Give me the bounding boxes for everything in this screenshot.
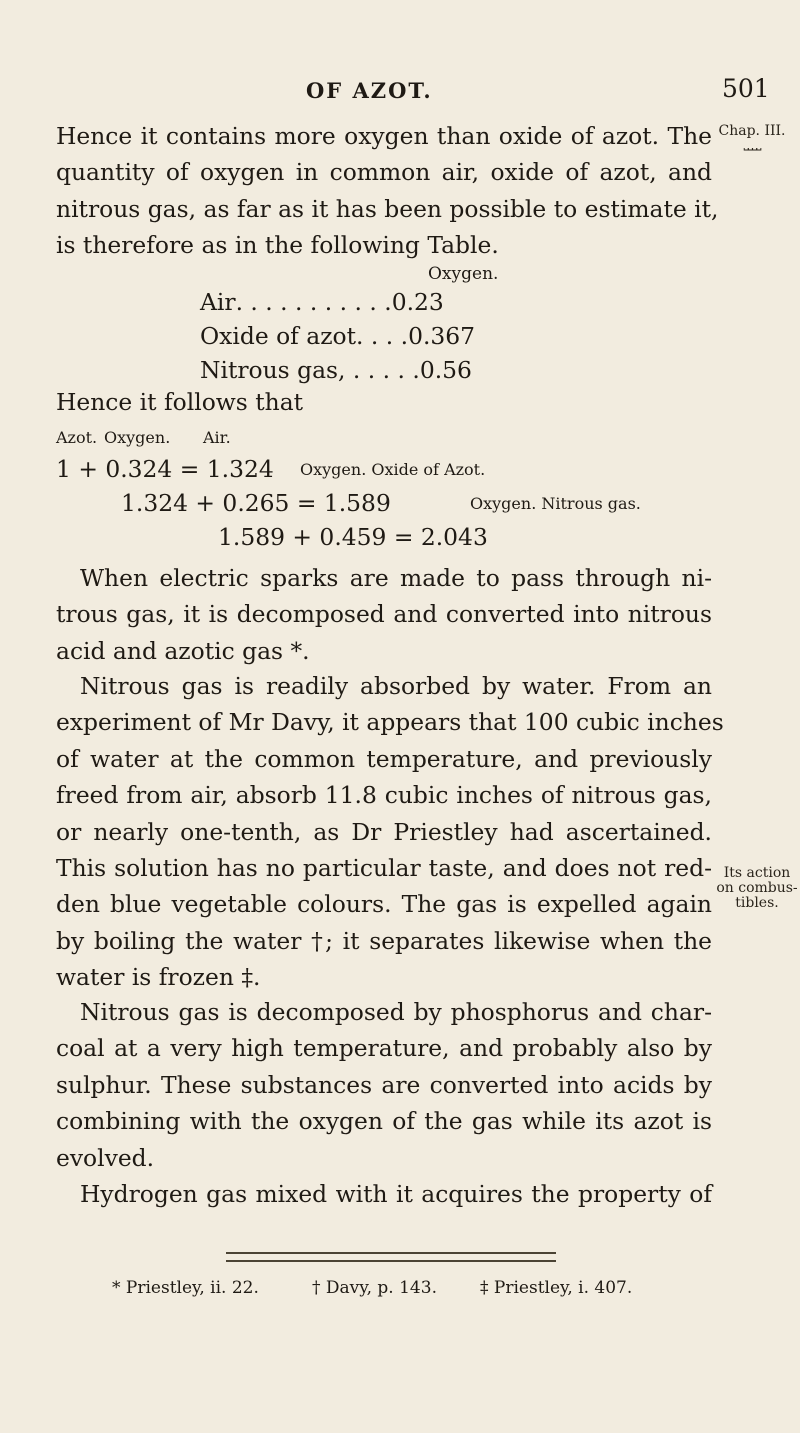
text-line: nitrous gas, as far as it has been possible to estimate it, <box>56 194 719 223</box>
table-row-name: Oxide of azot <box>200 322 357 350</box>
table-row-name: Air <box>200 288 236 316</box>
text-line: experiment of Mr Davy, it appears that 100 cubic inches <box>56 708 724 737</box>
equation-1-labels: Oxygen. Oxide of Azot. <box>300 460 486 479</box>
paragraph-hydrogen <box>56 1176 712 1212</box>
table-row-value: 0.367 <box>408 322 476 350</box>
equation-1: 1 + 0.324 = 1.324 <box>56 455 274 483</box>
text-line: When electric sparks are made to pass through ni- <box>80 564 712 592</box>
column-head-oxygen: Oxygen. <box>104 428 171 447</box>
chapter-margin-note <box>716 124 788 149</box>
paragraph-combustibles <box>56 994 712 1176</box>
action-margin-note <box>714 866 800 911</box>
table-row-leader: . . . . <box>356 322 409 350</box>
text-line: Hydrogen gas mixed with it acquires the property of <box>80 1180 712 1208</box>
footnote-star: * Priestley, ii. 22. <box>112 1278 259 1298</box>
text-line: sulphur. These substances are converted into acids by <box>56 1070 712 1099</box>
paragraph-absorption <box>56 668 724 996</box>
footnote-rule <box>226 1260 556 1262</box>
text-line: trous gas, it is decomposed and converted into nitrous <box>56 600 712 629</box>
footnote-double-dagger: ‡ Priestley, i. 407. <box>480 1278 633 1298</box>
text-line: freed from air, absorb 11.8 cubic inches of nitrous gas, <box>56 781 712 810</box>
text-line: of water at the common temperature, and previously <box>56 744 712 773</box>
table-row <box>200 288 444 320</box>
action-note-line: Its action <box>723 865 791 881</box>
footnote-rule <box>226 1252 556 1254</box>
text-line: acid and azotic gas *. <box>56 636 310 665</box>
table-row-name: Nitrous gas <box>200 356 339 384</box>
table-row <box>200 356 472 388</box>
footnotes <box>0 1278 800 1308</box>
text-line: Hence it contains more oxygen than oxide of azot. The <box>56 122 712 150</box>
text-line: This solution has no particular taste, and does not red- <box>56 853 712 882</box>
text-line: den blue vegetable colours. The gas is expelled again <box>56 890 712 919</box>
text-line: Nitrous gas is decomposed by phosphorus and char- <box>80 998 712 1026</box>
running-head <box>0 72 800 112</box>
text-line: coal at a very high temperature, and probably also by <box>56 1034 712 1063</box>
text-line: evolved. <box>56 1143 155 1172</box>
chapter-label: Chap. III. <box>718 123 786 139</box>
text-line: water is frozen ‡. <box>56 963 261 992</box>
table-row-value: 0.23 <box>391 288 444 316</box>
text-line: combining with the oxygen of the gas while its azot is <box>56 1107 712 1136</box>
text-line: by boiling the water †; it separates likewise when the <box>56 926 712 955</box>
paragraph-electric-sparks <box>56 560 712 669</box>
table-row-leader: . . . . . . . . . . . <box>235 288 392 316</box>
chapter-brace: ⎵⎵⎵⎵ <box>743 136 761 151</box>
action-note-line: on combus- <box>716 880 798 896</box>
footnote-dagger: † Davy, p. 143. <box>312 1278 437 1298</box>
text-line: is therefore as in the following Table. <box>56 231 499 260</box>
text-line: quantity of oxygen in common air, oxide of azot, and <box>56 158 712 187</box>
column-head-azot: Azot. <box>56 428 98 447</box>
table-row-leader: , . . . . . <box>338 356 420 384</box>
table-row <box>200 322 475 354</box>
equation-3: 1.589 + 0.459 = 2.043 <box>218 523 488 551</box>
equation-2-labels: Oxygen. Nitrous gas. <box>470 494 641 513</box>
running-title: OF AZOT. <box>306 78 433 103</box>
paragraph-oxygen-content <box>56 118 719 264</box>
page-number: 501 <box>722 74 770 103</box>
action-note-line: tibles. <box>735 895 779 911</box>
text-line: or nearly one-tenth, as Dr Priestley had ascertained. <box>56 817 712 846</box>
text-line: Nitrous gas is readily absorbed by water. From an <box>80 672 712 700</box>
table-column-heading: Oxygen. <box>428 264 499 284</box>
calculation-intro: Hence it follows that <box>56 388 304 416</box>
table-row-value: 0.56 <box>419 356 472 384</box>
equation-2: 1.324 + 0.265 = 1.589 <box>121 489 391 517</box>
column-head-air: Air. <box>203 428 231 447</box>
